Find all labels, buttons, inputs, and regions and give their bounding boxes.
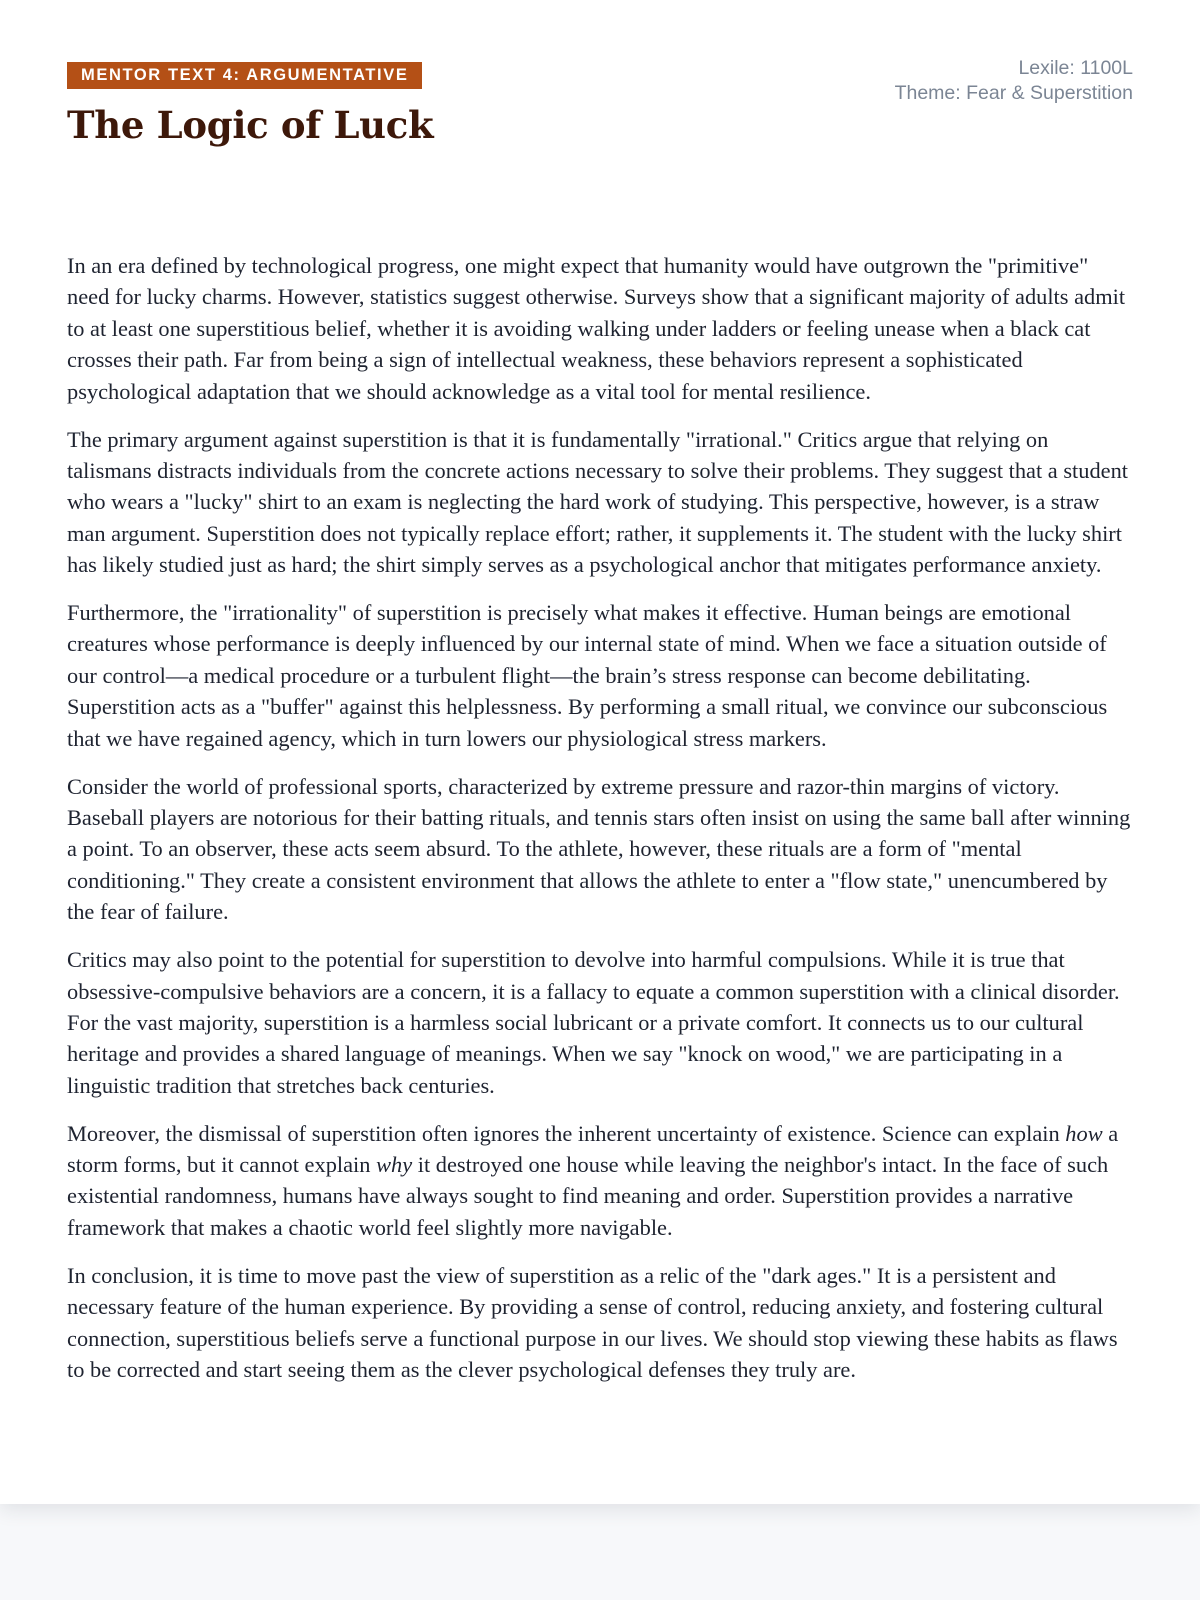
paragraph-3: Furthermore, the "irrationality" of superstition is precisely what makes it effective. Human beings are emotional creatures whose performance is deeply influenced by our internal state of mind. When we face a situation outside of our control—a medical procedure or a turbulent flight—the brain’s stress response can become debilitating. Superstition acts as a "buffer" against this helplessness. By performing a small ritual, we convince our subconscious that we have regained agency, which in turn lowers our physiological stress markers. [67, 600, 1108, 751]
emphasis-how: how [1065, 1120, 1103, 1146]
paragraph-6 [67, 1118, 1133, 1244]
emphasis-why: why [376, 1152, 413, 1178]
paragraph-7: In conclusion, it is time to move past the view of superstition as a relic of the "dark ages." It is a persistent and necessary feature of the human experience. By providing a sense of control, reducing anxiety, and fostering cultural connection, superstitious beliefs serve a functional purpose in our lives. We should stop viewing these habits as flaws to be corrected and start seeing them as the clever psychological defenses they truly are. [67, 1262, 1118, 1382]
page-title: The Logic of Luck [67, 103, 434, 147]
document-meta [895, 56, 1133, 106]
paragraph-2: The primary argument against superstition is that it is fundamentally "irrational." Critics argue that relying on talismans distracts individuals from the concrete actions necessary to solve their problems. They suggest that a student who wears a "lucky" shirt to an exam is neglecting the hard work of studying. This perspective, however, is a straw man argument. Superstition does not typically replace effort; rather, it supplements it. The student with the lucky shirt has likely studied just as hard; the shirt simply serves as a psychological anchor that mitigates performance anxiety. [67, 426, 1129, 578]
lexile-level: Lexile: 1100L [1018, 57, 1133, 79]
theme-label: Theme: Fear & Superstition [894, 82, 1133, 104]
paragraph-5: Critics may also point to the potential for superstition to devolve into harmful compulsions. While it is true that obsessive-compulsive behaviors are a concern, it is a fallacy to equate a common superstition with a clinical disorder. For the vast majority, superstition is a harmless social lubricant or a private comfort. It connects us to our cultural heritage and provides a shared language of meanings. When we say "knock on wood," we are participating in a linguistic tradition that stretches back centuries. [67, 947, 1120, 1098]
genre-tag: MENTOR TEXT 4: ARGUMENTATIVE [67, 62, 422, 89]
document-header [67, 57, 1133, 192]
paragraph-6-text-c: a storm forms, but it cannot explain [67, 1120, 1119, 1178]
paragraph-6-text-a: Moreover, the dismissal of superstition often ignores the inherent uncertainty of existence. Science can explain [67, 1120, 1066, 1146]
paragraph-6-text-e: it destroyed one house while leaving the neighbor's intact. In the face of such existential randomness, humans have always sought to find meaning and order. Superstition provides a narrative framework that makes a chaotic world feel slightly more navigable. [67, 1152, 1109, 1240]
paragraph-1: In an era defined by technological progress, one might expect that humanity would have outgrown the "primitive" need for lucky charms. However, statistics suggest otherwise. Surveys show that a significant majority of adults admit to at least one superstitious belief, whether it is avoiding walking under ladders or feeling unease when a black cat crosses their path. Far from being a sign of intellectual weakness, these behaviors represent a sophisticated psychological adaptation that we should acknowledge as a vital tool for mental resilience. [67, 253, 1126, 404]
paragraph-4: Consider the world of professional sports, characterized by extreme pressure and razor-thin margins of victory. Baseball players are notorious for their batting rituals, and tennis stars often insist on using the same ball after winning a point. To an observer, these acts seem absurd. To the athlete, however, these rituals are a form of "mental conditioning." They create a consistent environment that allows the athlete to enter a "flow state," unencumbered by the fear of failure. [67, 773, 1131, 925]
article-body [67, 250, 1133, 1385]
